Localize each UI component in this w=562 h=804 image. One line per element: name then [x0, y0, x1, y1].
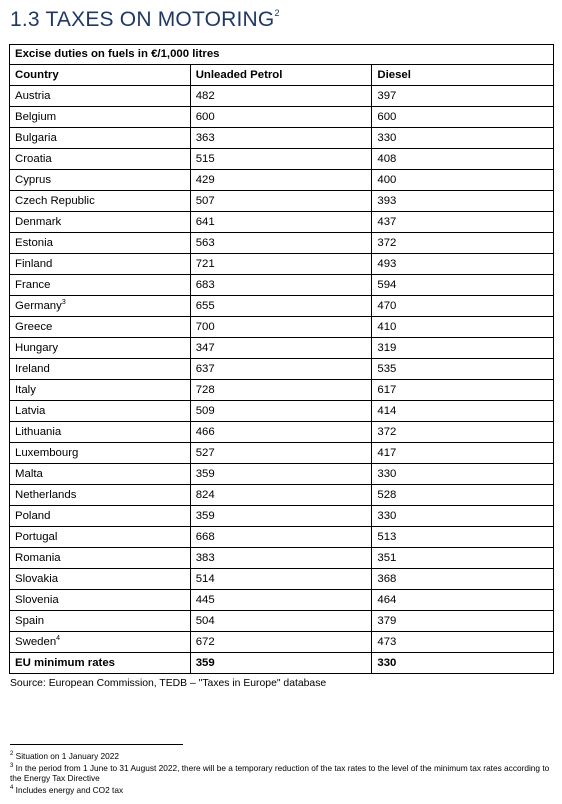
diesel-cell: 617 [372, 380, 554, 401]
footnote-number: 4 [10, 785, 14, 792]
diesel-cell: 330 [372, 128, 554, 149]
column-header-diesel: Diesel [372, 65, 554, 86]
country-cell [10, 422, 191, 443]
table-row [10, 128, 554, 149]
table-row [10, 506, 554, 527]
unleaded-petrol-cell: 466 [190, 422, 372, 443]
unleaded-petrol-cell: 683 [190, 275, 372, 296]
country-cell [10, 317, 191, 338]
country-name: Cyprus [15, 174, 52, 186]
excise-duties-table [9, 44, 554, 674]
total-label: EU minimum rates [10, 653, 191, 674]
country-name: Netherlands [15, 489, 77, 501]
country-name: Malta [15, 468, 43, 480]
table-row [10, 569, 554, 590]
country-cell [10, 506, 191, 527]
table-row [10, 611, 554, 632]
diesel-cell: 400 [372, 170, 554, 191]
country-cell [10, 86, 191, 107]
table-row [10, 422, 554, 443]
unleaded-petrol-cell: 507 [190, 191, 372, 212]
country-name: Austria [15, 90, 51, 102]
country-name: Slovenia [15, 594, 59, 606]
country-name: Croatia [15, 153, 52, 165]
country-footnote-ref: 3 [61, 299, 66, 307]
table-row [10, 170, 554, 191]
country-name: Poland [15, 510, 51, 522]
footnote-number: 2 [10, 751, 14, 758]
table-row [10, 107, 554, 128]
page-title-text: 1.3 TAXES ON MOTORING [10, 8, 275, 31]
country-name: Sweden [15, 636, 57, 648]
title-footnote-ref: 2 [274, 8, 280, 18]
country-name: Spain [15, 615, 45, 627]
table-row [10, 401, 554, 422]
country-cell [10, 254, 191, 275]
unleaded-petrol-cell: 641 [190, 212, 372, 233]
country-cell [10, 149, 191, 170]
country-cell [10, 548, 191, 569]
country-cell [10, 569, 191, 590]
country-cell [10, 296, 191, 317]
country-cell [10, 485, 191, 506]
unleaded-petrol-cell: 527 [190, 443, 372, 464]
country-cell [10, 401, 191, 422]
diesel-cell: 368 [372, 569, 554, 590]
country-name: Denmark [15, 216, 62, 228]
footnote-text: Includes energy and CO2 tax [15, 785, 124, 795]
unleaded-petrol-cell: 672 [190, 632, 372, 653]
country-cell [10, 128, 191, 149]
table-row [10, 317, 554, 338]
footnote-2 [10, 751, 550, 761]
table-row [10, 296, 554, 317]
country-cell [10, 464, 191, 485]
country-name: Lithuania [15, 426, 62, 438]
country-cell [10, 380, 191, 401]
country-name: Belgium [15, 111, 57, 123]
diesel-cell: 473 [372, 632, 554, 653]
diesel-cell: 417 [372, 443, 554, 464]
table-row [10, 191, 554, 212]
country-name: Hungary [15, 342, 59, 354]
table-row [10, 233, 554, 254]
country-cell [10, 170, 191, 191]
diesel-cell: 535 [372, 359, 554, 380]
table-row [10, 485, 554, 506]
country-name: Bulgaria [15, 132, 57, 144]
diesel-cell: 594 [372, 275, 554, 296]
diesel-cell: 397 [372, 86, 554, 107]
table-row [10, 359, 554, 380]
country-name: Greece [15, 321, 53, 333]
table-row [10, 338, 554, 359]
table-row [10, 149, 554, 170]
unleaded-petrol-cell: 509 [190, 401, 372, 422]
diesel-cell: 379 [372, 611, 554, 632]
unleaded-petrol-cell: 429 [190, 170, 372, 191]
country-cell [10, 527, 191, 548]
unleaded-petrol-cell: 668 [190, 527, 372, 548]
table-row [10, 86, 554, 107]
diesel-cell: 437 [372, 212, 554, 233]
country-name: Italy [15, 384, 36, 396]
table-header-row [10, 65, 554, 86]
unleaded-petrol-cell: 515 [190, 149, 372, 170]
footnote-text: Situation on 1 January 2022 [15, 751, 119, 761]
unleaded-petrol-cell: 359 [190, 464, 372, 485]
country-footnote-ref: 4 [56, 635, 61, 643]
table-row [10, 548, 554, 569]
country-name: Romania [15, 552, 61, 564]
unleaded-petrol-cell: 383 [190, 548, 372, 569]
diesel-cell: 410 [372, 317, 554, 338]
unleaded-petrol-cell: 824 [190, 485, 372, 506]
diesel-cell: 408 [372, 149, 554, 170]
diesel-cell: 372 [372, 422, 554, 443]
unleaded-petrol-cell: 482 [190, 86, 372, 107]
diesel-cell: 513 [372, 527, 554, 548]
country-name: Estonia [15, 237, 53, 249]
table-row [10, 464, 554, 485]
footnote-text: In the period from 1 June to 31 August 2022, there will be a temporary reduction of the tax rates to the level of the minimum tax rates according to the Energy Tax Directive [10, 763, 550, 783]
country-name: Luxembourg [15, 447, 79, 459]
table-caption: Excise duties on fuels in €/1,000 litres [10, 45, 554, 65]
diesel-cell: 464 [372, 590, 554, 611]
country-name: Portugal [15, 531, 58, 543]
country-cell [10, 359, 191, 380]
diesel-cell: 330 [372, 506, 554, 527]
diesel-cell: 414 [372, 401, 554, 422]
country-name: France [15, 279, 51, 291]
footnote-number: 3 [10, 763, 14, 770]
country-cell [10, 611, 191, 632]
footnotes [10, 751, 550, 797]
eu-minimum-row [10, 653, 554, 674]
unleaded-petrol-cell: 728 [190, 380, 372, 401]
country-cell [10, 275, 191, 296]
unleaded-petrol-cell: 637 [190, 359, 372, 380]
footnote-3 [10, 763, 550, 783]
source-note: Source: European Commission, TEDB – "Taxes in Europe" database [10, 678, 327, 689]
country-name: Czech Republic [15, 195, 95, 207]
total-petrol: 359 [190, 653, 372, 674]
country-cell [10, 212, 191, 233]
diesel-cell: 470 [372, 296, 554, 317]
country-cell [10, 632, 191, 653]
country-name: Slovakia [15, 573, 59, 585]
table-row [10, 443, 554, 464]
unleaded-petrol-cell: 600 [190, 107, 372, 128]
diesel-cell: 330 [372, 464, 554, 485]
column-header-country: Country [10, 65, 191, 86]
country-cell [10, 107, 191, 128]
unleaded-petrol-cell: 504 [190, 611, 372, 632]
table-row [10, 212, 554, 233]
diesel-cell: 600 [372, 107, 554, 128]
unleaded-petrol-cell: 445 [190, 590, 372, 611]
table-row [10, 254, 554, 275]
total-diesel: 330 [372, 653, 554, 674]
country-name: Finland [15, 258, 53, 270]
country-name: Germany [15, 300, 62, 312]
unleaded-petrol-cell: 359 [190, 506, 372, 527]
unleaded-petrol-cell: 700 [190, 317, 372, 338]
diesel-cell: 493 [372, 254, 554, 275]
page-title [10, 8, 280, 32]
diesel-cell: 372 [372, 233, 554, 254]
diesel-cell: 393 [372, 191, 554, 212]
column-header-unleaded-petrol: Unleaded Petrol [190, 65, 372, 86]
table-row [10, 632, 554, 653]
country-cell [10, 233, 191, 254]
diesel-cell: 351 [372, 548, 554, 569]
footnote-4 [10, 785, 550, 795]
diesel-cell: 319 [372, 338, 554, 359]
country-cell [10, 191, 191, 212]
unleaded-petrol-cell: 563 [190, 233, 372, 254]
country-name: Ireland [15, 363, 50, 375]
country-cell [10, 443, 191, 464]
table-row [10, 380, 554, 401]
country-name: Latvia [15, 405, 46, 417]
table-row [10, 275, 554, 296]
footnote-divider [10, 744, 183, 745]
unleaded-petrol-cell: 514 [190, 569, 372, 590]
unleaded-petrol-cell: 655 [190, 296, 372, 317]
unleaded-petrol-cell: 347 [190, 338, 372, 359]
country-cell [10, 590, 191, 611]
diesel-cell: 528 [372, 485, 554, 506]
table-row [10, 590, 554, 611]
country-cell [10, 338, 191, 359]
unleaded-petrol-cell: 363 [190, 128, 372, 149]
table-row [10, 527, 554, 548]
unleaded-petrol-cell: 721 [190, 254, 372, 275]
